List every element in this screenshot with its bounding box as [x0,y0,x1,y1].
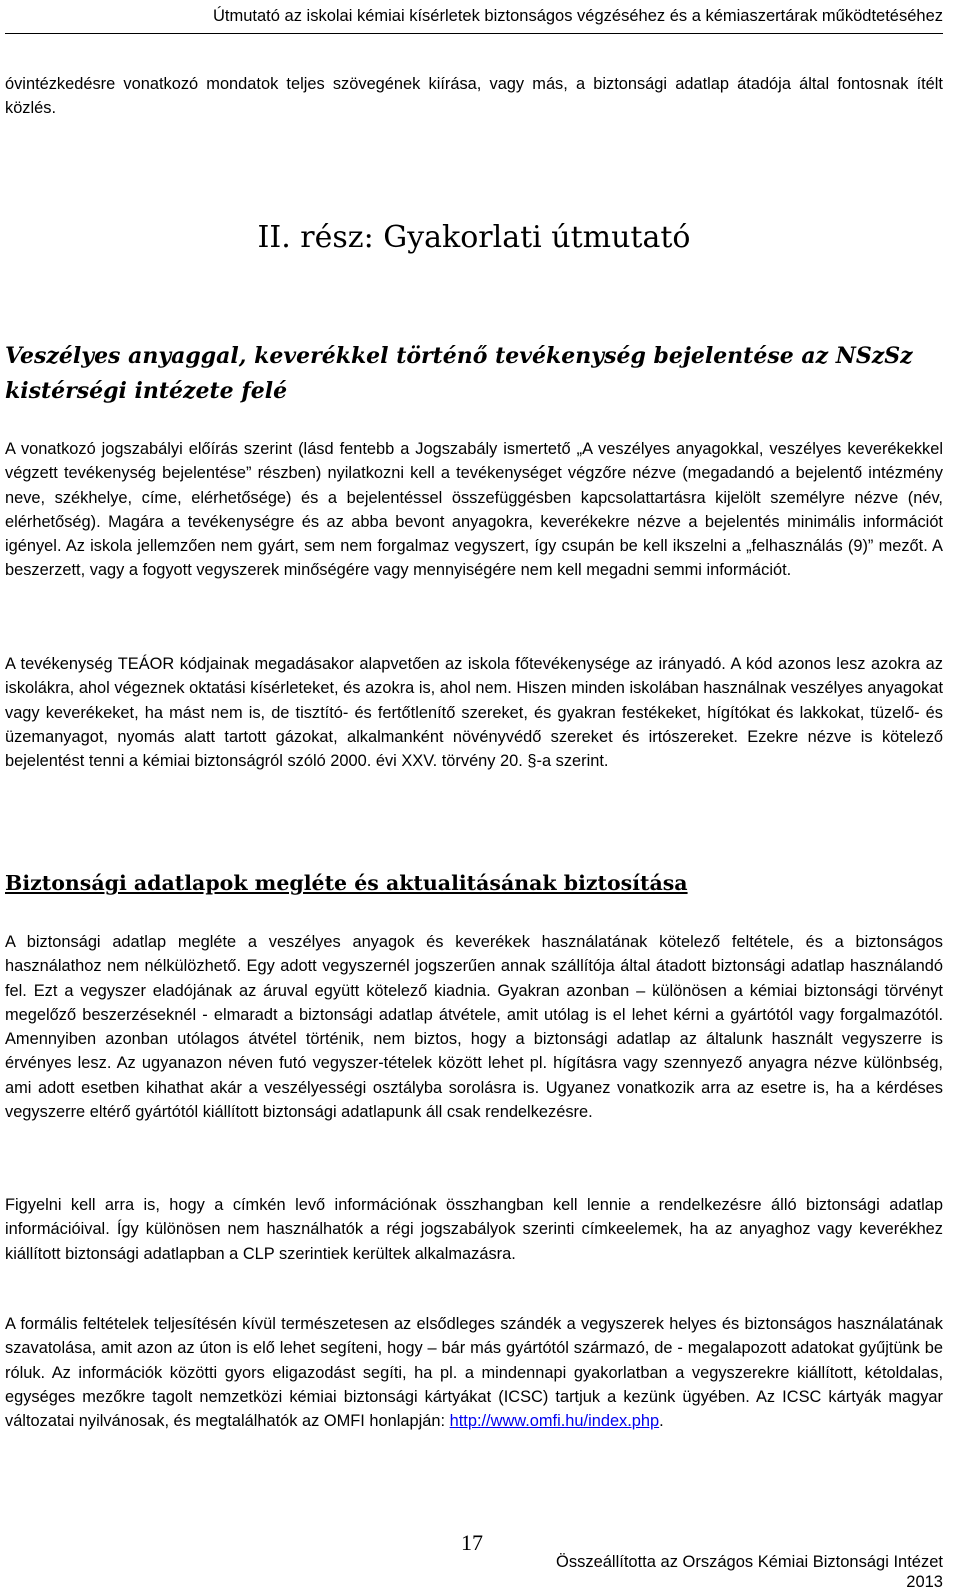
icsc-paragraph-end: . [659,1412,664,1431]
section-title-safety-data-sheets: Biztonsági adatlapok megléte és aktualitásának biztosítása [5,871,688,895]
footer-year: 2013 [906,1573,943,1591]
intro-paragraph: óvintézkedésre vonatkozó mondatok teljes szövegének kiírása, vagy más, a biztonsági adatlap átadója által fontosnak ítélt közlés. [5,75,943,118]
footer-compiler: Összeállította az Országos Kémiai Biztonsági Intézet [555,1553,943,1571]
omfi-link[interactable]: http://www.omfi.hu/index.php [449,1412,660,1431]
paragraph-sds-requirement: A biztonsági adatlap megléte a veszélyes anyagok és keverékek használatának kötelező feltétele, és a biztonságos használathoz nem nélkülözhető. Egy adott vegyszernél jogszerűen annak szállítója által átadott biztonsági adatlap használandó fel. Ezt a vegyszer eladójának az áruval együtt kötelező kiadnia. Gyakran azonban – különösen a kémiai biztonsági törvényt megelőző beszerzéseknél - elmaradt a biztonsági adatlap átvétele, amit utólag is el lehet kérni a gyártótól vagy forgalmazótól. Amennyiben azonban utólagos átvétel történik, nem biztos, hogy a biztonsági adatlap az általunk használt vegyszerre is érvényes lesz. Az ugyanazon néven futó vegyszer-tételek között lehet pl. hígításra vagy szennyező anyagra nézve különbség, ami adott esetben kihathat akár a veszélyességi osztályba sorolásra is. Ugyanez vonatkozik arra az esetre is, ha a kérdéses vegyszerre eltérő gyártótól kiállított biztonsági adatlapunk áll csak rendelkezésre. [5,933,943,1122]
paragraph-teaor-codes: A tevékenység TEÁOR kódjainak megadásakor alapvetően az iskola főtevékenysége az irányadó. A kód azonos lesz azokra az iskolákra, ahol végeznek oktatási kísérleteket, és azokra is, ahol nem. Hiszen minden iskolában használnak veszélyes anyagokat vagy keverékeket, ha mást nem is, de tisztító- és fertőtlenítő szereket, és gyakran festékeket, hígítókat és lakkokat, tüzelő- és üzemanyagot, nyomás alatt tartott gázokat, alkalmanként növényvédő szereket és irtószereket. Ezekre nézve is kötelező bejelentést tenni a kémiai biztonságról szóló 2000. évi XXV. törvény 20. §-a szerint. [5,655,943,771]
paragraph-icsc-cards [5,1312,943,1433]
icsc-paragraph-text: A formális feltételek teljesítésén kívül természetesen az elsődleges szándék a vegyszerek helyes és biztonságos használatának szavatolása, amit azon az úton is elő lehet segíteni, hogy – bár más gyártótól származó, de - megalapozott adatokat gyűjtünk be róluk. Az információk közötti gyors eligazodást segíti, ha pl. a mindennapi gyakorlatban a vegyszerekre kiállított, kétoldalas, egységes mezőkre tagolt nemzetközi kémiai biztonsági kártyákat (ICSC) tartjuk a kezünk ügyében. Az ICSC kártyák magyar változatai nyilvánosak, és megtalálhatók az OMFI honlapján: [5,1315,943,1431]
paragraph-label-consistency: Figyelni kell arra is, hogy a címkén levő információnak összhangban kell lennie a rendelkezésre álló biztonsági adatlap információival. Így különösen nem használhatók a régi jogszabályok szerinti címkeelemek, ha az anyaghoz vagy keverékhez kiállított biztonsági adatlapban a CLP szerintiek kerültek alkalmazásra. [5,1196,943,1263]
page-number: 17 [461,1530,483,1555]
paragraph-notification-requirements: A vonatkozó jogszabályi előírás szerint (lásd fentebb a Jogszabály ismertető „A veszélyes anyagokkal, veszélyes keverékekkel végzett tevékenység bejelentése” részben) nyilatkozni kell a tevékenységet végzőre nézve (megadandó a bejelentő intézmény neve, székhelye, címe, elérhetősége) és a bejelentéssel összefüggésben kapcsolattartásra kijelölt személyre nézve (név, elérhetőség). Magára a tevékenységre és az abba bevont anyagokra, keverékekre nézve a bejelentés minimális információt igényel. Az iskola jellemzően nem gyárt, sem nem forgalmaz vegyszert, így csupán be kell ikszelni a „felhasználás (9)” mezőt. A beszerzett, vagy a fogyott vegyszerek minőségére vagy mennyiségére nem kell megadni semmi információt. [5,440,943,580]
footer [556,1552,943,1592]
running-header: Útmutató az iskolai kémiai kísérletek biztonságos végzéséhez és a kémiaszertárak működtetéséhez [212,7,943,25]
header-divider [5,33,943,34]
part-title: II. rész: Gyakorlati útmutató [257,220,691,255]
section-title-notification: Veszélyes anyaggal, keverékkel történő tevékenység bejelentése az NSzSz kistérségi intézete felé [5,343,913,404]
